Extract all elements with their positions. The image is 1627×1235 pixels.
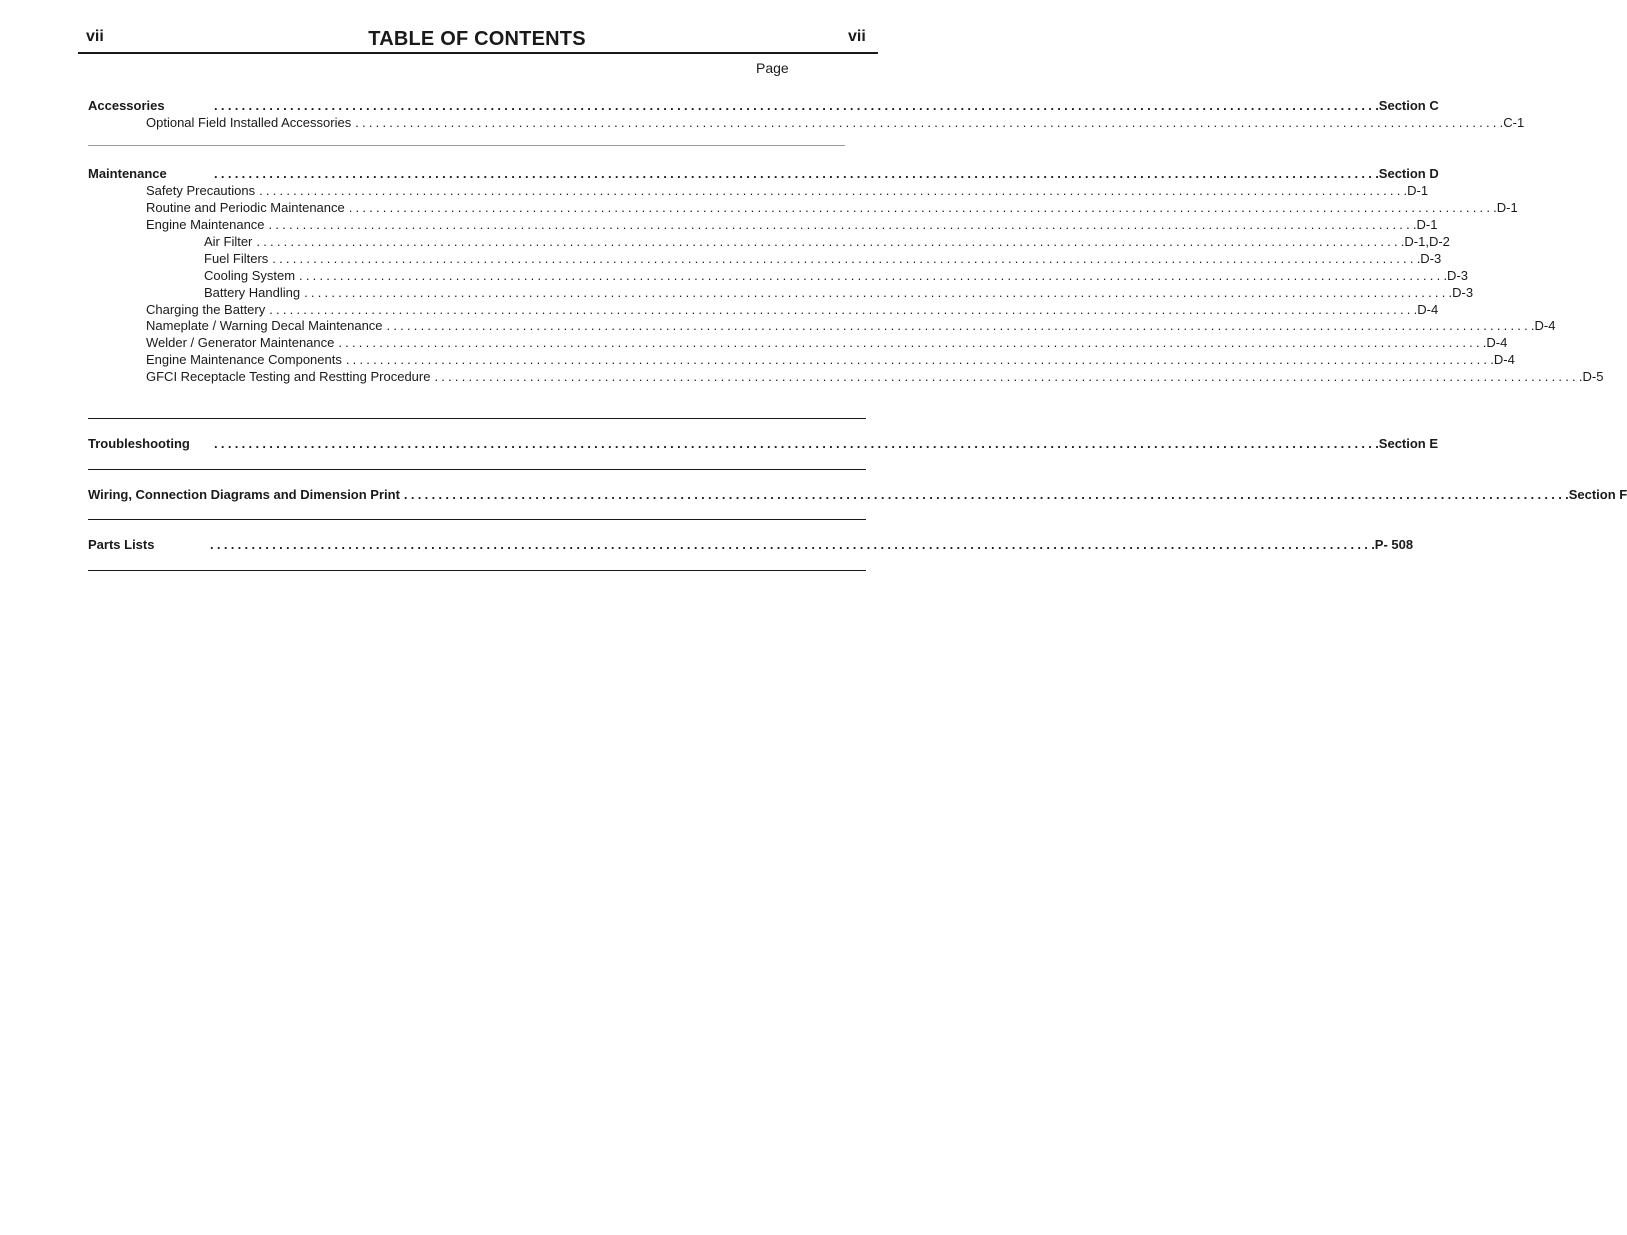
toc-item[interactable]: [146, 182, 1429, 199]
toc-page-ref: .D-3: [1448, 285, 1474, 300]
toc-page-ref: .C-1: [1499, 115, 1525, 130]
toc-item[interactable]: [146, 317, 1556, 334]
toc-item[interactable]: [146, 334, 1508, 351]
toc-page-ref: .D-3: [1416, 251, 1442, 266]
leader-dots: ........................................................................................................................................................................: [386, 318, 1531, 333]
leader-dots: ........................................................................................................................................................................: [256, 234, 1401, 249]
section-divider: [88, 145, 845, 146]
toc-subitem[interactable]: [204, 250, 1442, 267]
toc-page-ref: .D-1: [1403, 183, 1429, 198]
toc-label: Nameplate / Warning Decal Maintenance: [146, 318, 383, 333]
page-number-left: vii: [86, 28, 104, 45]
leader-dots: ........................................................................................................................................................................: [210, 537, 1372, 552]
toc-page-ref: .D-1,D-2: [1400, 234, 1450, 249]
toc-page-ref: .D-1: [1493, 200, 1518, 215]
page-title: TABLE OF CONTENTS: [368, 28, 586, 50]
leader-dots: ........................................................................................................................................................................: [299, 268, 1444, 283]
section-divider: [88, 418, 866, 419]
toc-label: Battery Handling: [204, 285, 301, 300]
toc-page-ref: .P- 508: [1371, 537, 1414, 552]
toc-page-ref: .D-4: [1482, 335, 1508, 350]
toc-page-ref: .D-4: [1413, 302, 1439, 317]
toc-item[interactable]: [146, 199, 1518, 216]
header-rule: [78, 52, 878, 54]
toc-label: Air Filter: [204, 234, 253, 249]
toc-label: Optional Field Installed Accessories: [146, 115, 352, 130]
leader-dots: ........................................................................................................................................................................: [355, 115, 1500, 130]
leader-dots: ........................................................................................................................................................................: [214, 436, 1376, 451]
toc-label: Wiring, Connection Diagrams and Dimension Print: [88, 487, 400, 502]
toc-label: Troubleshooting: [88, 436, 190, 451]
toc-section-maintenance[interactable]: [88, 165, 1439, 182]
section-divider: [88, 519, 866, 520]
toc-page-ref: .D-3: [1443, 268, 1468, 283]
toc-page-ref: .D-5: [1578, 369, 1604, 384]
leader-dots: ........................................................................................................................................................................: [272, 251, 1417, 266]
toc-item[interactable]: [146, 351, 1515, 368]
leader-dots: ........................................................................................................................................................................: [434, 369, 1579, 384]
toc-section-accessories[interactable]: [88, 97, 1439, 114]
toc-label: Welder / Generator Maintenance: [146, 335, 335, 350]
leader-dots: ........................................................................................................................................................................: [214, 98, 1376, 113]
toc-section-wiring[interactable]: [88, 486, 1627, 503]
toc-label: Fuel Filters: [204, 251, 269, 266]
toc-subitem[interactable]: [204, 233, 1450, 250]
leader-dots: ........................................................................................................................................................................: [269, 302, 1414, 317]
leader-dots: ........................................................................................................................................................................: [348, 200, 1494, 215]
toc-page-ref: .Section D: [1375, 166, 1439, 181]
toc-label: Engine Maintenance Components: [146, 352, 342, 367]
toc-label: Routine and Periodic Maintenance: [146, 200, 345, 215]
toc-section-troubleshooting[interactable]: [88, 435, 1439, 452]
toc-label: Accessories: [88, 98, 165, 113]
toc-label: GFCI Receptacle Testing and Restting Procedure: [146, 369, 431, 384]
toc-item[interactable]: [146, 216, 1438, 233]
toc-label: Engine Maintenance: [146, 217, 265, 232]
toc-label: Safety Precautions: [146, 183, 256, 198]
toc-section-parts[interactable]: [88, 536, 1414, 553]
leader-dots: ........................................................................................................................................................................: [338, 335, 1483, 350]
toc-page-ref: .D-1: [1412, 217, 1438, 232]
toc-label: Cooling System: [204, 268, 296, 283]
toc-page-ref: .Section E: [1375, 436, 1439, 451]
section-divider: [88, 469, 866, 470]
toc-page-ref: .D-4: [1490, 352, 1515, 367]
toc-subitem[interactable]: [204, 267, 1468, 284]
toc-item[interactable]: [146, 368, 1604, 385]
toc-label: Parts Lists: [88, 537, 155, 552]
leader-dots: ........................................................................................................................................................................: [214, 166, 1376, 181]
toc-page-ref: .Section F: [1565, 487, 1627, 502]
leader-dots: ........................................................................................................................................................................: [259, 183, 1404, 198]
toc-label: Charging the Battery: [146, 302, 266, 317]
section-divider: [88, 570, 866, 571]
toc-label: Maintenance: [88, 166, 167, 181]
leader-dots: ........................................................................................................................................................................: [304, 285, 1449, 300]
leader-dots: ........................................................................................................................................................................: [403, 487, 1566, 502]
page-number-right: vii: [848, 28, 866, 45]
page-column-label: Page: [756, 60, 789, 76]
toc-page-ref: .Section C: [1375, 98, 1439, 113]
toc-item[interactable]: [146, 114, 1525, 131]
toc-subitem[interactable]: [204, 284, 1474, 301]
toc-item[interactable]: [146, 301, 1439, 318]
leader-dots: ........................................................................................................................................................................: [268, 217, 1413, 232]
toc-page-ref: .D-4: [1530, 318, 1556, 333]
leader-dots: ........................................................................................................................................................................: [345, 352, 1491, 367]
